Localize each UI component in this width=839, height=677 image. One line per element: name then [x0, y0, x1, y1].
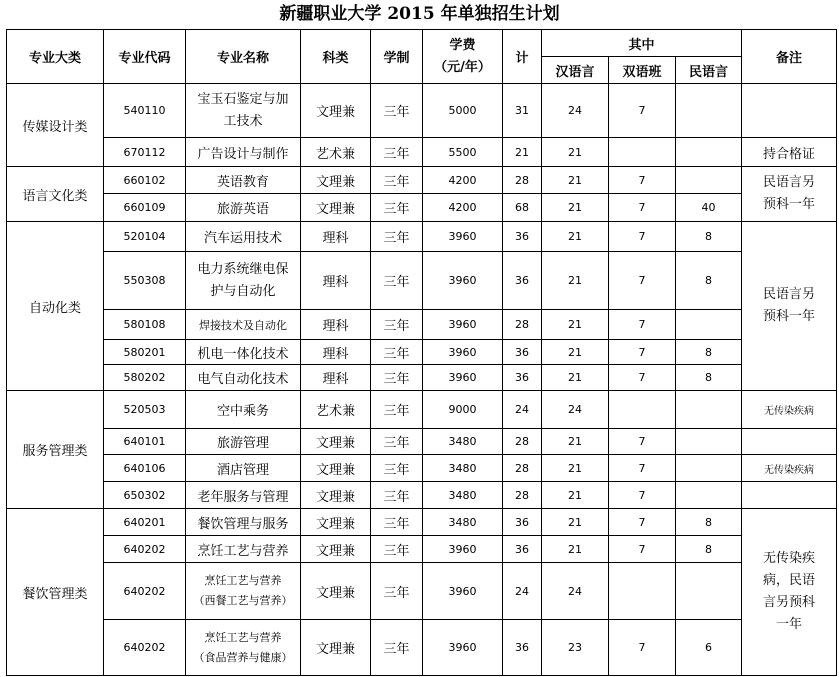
header-fee [423, 30, 503, 84]
name-line: （西餐工艺与营养） [193, 594, 293, 607]
subject-cell: 理科 [301, 252, 371, 310]
bilingual-cell: 7 [609, 194, 676, 222]
code-cell: 550308 [104, 252, 186, 310]
bilingual-cell: 7 [609, 429, 676, 455]
minority-cell: 8 [676, 340, 742, 365]
subject-cell: 文理兼 [301, 482, 371, 509]
remarks-cell: 持合格证 [742, 138, 837, 167]
total-cell: 21 [503, 138, 542, 167]
remarks-cell [742, 482, 837, 509]
minority-cell: 8 [676, 536, 742, 563]
name-cell: 烹饪工艺与营养 [186, 536, 301, 563]
code-cell: 660102 [104, 167, 186, 194]
table-row [7, 138, 837, 167]
fee-cell: 3480 [423, 455, 503, 482]
han-cell: 21 [542, 194, 609, 222]
remarks-line: 预科一年 [763, 197, 816, 212]
duration-cell: 三年 [371, 167, 423, 194]
remarks-cell [742, 429, 837, 455]
bilingual-cell: 7 [609, 365, 676, 391]
name-cell [186, 252, 301, 310]
han-cell: 21 [542, 138, 609, 167]
name-cell: 旅游英语 [186, 194, 301, 222]
remarks-cell [742, 167, 837, 222]
name-cell: 电气自动化技术 [186, 365, 301, 391]
remarks-line: 一年 [776, 617, 803, 632]
table-row [7, 536, 837, 563]
duration-cell: 三年 [371, 365, 423, 391]
bilingual-cell: 7 [609, 455, 676, 482]
minority-cell [676, 167, 742, 194]
minority-cell: 8 [676, 509, 742, 536]
bilingual-cell: 7 [609, 222, 676, 252]
header-minority: 民语言 [676, 57, 742, 84]
code-cell: 640202 [104, 536, 186, 563]
remarks-line: 民语言另 [763, 287, 816, 302]
page-title: 新疆职业大学 2015 年单独招生计划 [279, 4, 560, 24]
table-row [7, 84, 837, 138]
header-subject: 科类 [301, 30, 371, 84]
duration-cell: 三年 [371, 84, 423, 138]
total-cell: 28 [503, 429, 542, 455]
total-cell: 36 [503, 365, 542, 391]
duration-cell: 三年 [371, 482, 423, 509]
category-cell: 服务管理类 [7, 391, 104, 509]
total-cell: 28 [503, 167, 542, 194]
name-cell: 机电一体化技术 [186, 340, 301, 365]
table-row [7, 429, 837, 455]
duration-cell: 三年 [371, 391, 423, 429]
fee-cell: 3960 [423, 620, 503, 676]
subject-cell: 文理兼 [301, 429, 371, 455]
code-cell: 640101 [104, 429, 186, 455]
han-cell: 24 [542, 84, 609, 138]
name-cell: 汽车运用技术 [186, 222, 301, 252]
fee-cell: 3960 [423, 310, 503, 340]
remarks-cell [742, 509, 837, 676]
header-total: 计 [503, 30, 542, 84]
han-cell: 21 [542, 429, 609, 455]
fee-cell: 3960 [423, 536, 503, 563]
name-cell: 旅游管理 [186, 429, 301, 455]
fee-cell: 3960 [423, 340, 503, 365]
bilingual-cell: 7 [609, 252, 676, 310]
header-duration: 学制 [371, 30, 423, 84]
subject-cell: 理科 [301, 222, 371, 252]
han-cell: 21 [542, 252, 609, 310]
table-row [7, 310, 837, 340]
subject-cell: 理科 [301, 365, 371, 391]
han-cell: 21 [542, 340, 609, 365]
total-cell: 36 [503, 252, 542, 310]
duration-cell: 三年 [371, 536, 423, 563]
remarks-line: 言另预科 [763, 595, 816, 610]
remarks-line: 无传染疾 [763, 551, 816, 566]
total-cell: 28 [503, 482, 542, 509]
bilingual-cell: 7 [609, 620, 676, 676]
total-cell: 28 [503, 455, 542, 482]
minority-cell [676, 310, 742, 340]
subject-cell: 文理兼 [301, 194, 371, 222]
minority-cell: 8 [676, 222, 742, 252]
remarks-line: 民语言另 [763, 175, 816, 190]
fee-cell: 3960 [423, 365, 503, 391]
fee-cell: 3480 [423, 509, 503, 536]
name-cell: 广告设计与制作 [186, 138, 301, 167]
name-line: 烹饪工艺与营养 [204, 630, 282, 644]
code-cell: 640201 [104, 509, 186, 536]
subject-cell: 文理兼 [301, 455, 371, 482]
name-cell [186, 563, 301, 620]
minority-cell [676, 391, 742, 429]
code-cell: 640202 [104, 563, 186, 620]
code-cell: 650302 [104, 482, 186, 509]
table-row [7, 563, 837, 620]
bilingual-cell: 7 [609, 340, 676, 365]
name-line: 宝玉石鉴定与加 [197, 91, 289, 107]
remarks-line: 病，民语 [763, 573, 816, 588]
minority-cell: 8 [676, 365, 742, 391]
name-line: （食品营养与健康） [193, 650, 293, 664]
duration-cell: 三年 [371, 340, 423, 365]
minority-cell: 6 [676, 620, 742, 676]
bilingual-cell: 7 [609, 509, 676, 536]
total-cell: 36 [503, 620, 542, 676]
header-remarks: 备注 [742, 30, 837, 84]
remarks-cell: 无传染疾病 [742, 455, 837, 482]
fee-cell: 4200 [423, 194, 503, 222]
name-line: 工技术 [223, 113, 263, 129]
fee-cell: 3480 [423, 429, 503, 455]
bilingual-cell [609, 391, 676, 429]
subject-cell: 文理兼 [301, 167, 371, 194]
bilingual-cell: 7 [609, 536, 676, 563]
total-cell: 24 [503, 391, 542, 429]
duration-cell: 三年 [371, 252, 423, 310]
subject-cell: 文理兼 [301, 620, 371, 676]
duration-cell: 三年 [371, 620, 423, 676]
table-row [7, 194, 837, 222]
total-cell: 36 [503, 222, 542, 252]
name-cell: 酒店管理 [186, 455, 301, 482]
header-bilingual: 双语班 [609, 57, 676, 84]
subject-cell: 文理兼 [301, 563, 371, 620]
remarks-line: 预科一年 [763, 309, 816, 324]
han-cell: 24 [542, 391, 609, 429]
han-cell: 21 [542, 310, 609, 340]
table-row [7, 482, 837, 509]
minority-cell: 40 [676, 194, 742, 222]
han-cell: 21 [542, 365, 609, 391]
duration-cell: 三年 [371, 509, 423, 536]
table-row [7, 340, 837, 365]
remarks-cell: 无传染疾病 [742, 391, 837, 429]
header-fee-line2: （元/年） [434, 59, 491, 75]
name-cell [186, 84, 301, 138]
name-line: 电力系统继电保 [197, 261, 289, 277]
code-cell: 660109 [104, 194, 186, 222]
name-cell: 餐饮管理与服务 [186, 509, 301, 536]
duration-cell: 三年 [371, 194, 423, 222]
fee-cell: 3960 [423, 252, 503, 310]
name-cell: 英语教育 [186, 167, 301, 194]
code-cell: 580201 [104, 340, 186, 365]
remarks-cell [742, 84, 837, 138]
name-cell: 空中乘务 [186, 391, 301, 429]
table-row [7, 620, 837, 676]
minority-cell [676, 563, 742, 620]
minority-cell [676, 429, 742, 455]
fee-cell: 9000 [423, 391, 503, 429]
subject-cell: 艺术兼 [301, 138, 371, 167]
fee-cell: 3960 [423, 222, 503, 252]
code-cell: 540110 [104, 84, 186, 138]
subject-cell: 艺术兼 [301, 391, 371, 429]
enrollment-table [6, 29, 837, 676]
duration-cell: 三年 [371, 455, 423, 482]
subject-cell: 文理兼 [301, 84, 371, 138]
minority-cell [676, 138, 742, 167]
bilingual-cell: 7 [609, 84, 676, 138]
bilingual-cell: 7 [609, 482, 676, 509]
total-cell: 24 [503, 563, 542, 620]
han-cell: 21 [542, 455, 609, 482]
subject-cell: 理科 [301, 310, 371, 340]
code-cell: 520503 [104, 391, 186, 429]
header-of-which: 其中 [542, 30, 742, 57]
han-cell: 21 [542, 222, 609, 252]
bilingual-cell: 7 [609, 167, 676, 194]
subject-cell: 文理兼 [301, 509, 371, 536]
bilingual-cell [609, 563, 676, 620]
bilingual-cell [609, 138, 676, 167]
han-cell: 21 [542, 536, 609, 563]
subject-cell: 理科 [301, 340, 371, 365]
code-cell: 670112 [104, 138, 186, 167]
header-name: 专业名称 [186, 30, 301, 84]
total-cell: 36 [503, 340, 542, 365]
name-cell [186, 620, 301, 676]
category-cell: 语言文化类 [7, 167, 104, 222]
name-cell: 焊接技术及自动化 [186, 310, 301, 340]
code-cell: 580202 [104, 365, 186, 391]
fee-cell: 3960 [423, 563, 503, 620]
table-row [7, 455, 837, 482]
minority-cell [676, 84, 742, 138]
category-cell: 自动化类 [7, 222, 104, 391]
han-cell: 21 [542, 482, 609, 509]
total-cell: 36 [503, 509, 542, 536]
fee-cell: 5500 [423, 138, 503, 167]
minority-cell [676, 482, 742, 509]
fee-cell: 3480 [423, 482, 503, 509]
category-cell: 餐饮管理类 [7, 509, 104, 676]
subject-cell: 文理兼 [301, 536, 371, 563]
header-code: 专业代码 [104, 30, 186, 84]
bilingual-cell: 7 [609, 310, 676, 340]
table-row [7, 509, 837, 536]
name-cell: 老年服务与管理 [186, 482, 301, 509]
duration-cell: 三年 [371, 563, 423, 620]
total-cell: 28 [503, 310, 542, 340]
name-line: 烹饪工艺与营养 [204, 574, 282, 587]
han-cell: 21 [542, 509, 609, 536]
total-cell: 31 [503, 84, 542, 138]
minority-cell: 8 [676, 252, 742, 310]
duration-cell: 三年 [371, 429, 423, 455]
code-cell: 520104 [104, 222, 186, 252]
name-line: 护与自动化 [210, 283, 276, 299]
fee-cell: 4200 [423, 167, 503, 194]
duration-cell: 三年 [371, 310, 423, 340]
duration-cell: 三年 [371, 138, 423, 167]
header-han: 汉语言 [542, 57, 609, 84]
category-cell: 传媒设计类 [7, 84, 104, 167]
code-cell: 640106 [104, 455, 186, 482]
table-row [7, 252, 837, 310]
duration-cell: 三年 [371, 222, 423, 252]
header-category: 专业大类 [7, 30, 104, 84]
code-cell: 580108 [104, 310, 186, 340]
header-fee-line1: 学费 [449, 37, 476, 53]
han-cell: 23 [542, 620, 609, 676]
table-row [7, 365, 837, 391]
total-cell: 68 [503, 194, 542, 222]
minority-cell [676, 455, 742, 482]
table-row [7, 222, 837, 252]
code-cell: 640202 [104, 620, 186, 676]
remarks-cell [742, 222, 837, 391]
fee-cell: 5000 [423, 84, 503, 138]
total-cell: 36 [503, 536, 542, 563]
han-cell: 24 [542, 563, 609, 620]
table-row [7, 167, 837, 194]
han-cell: 21 [542, 167, 609, 194]
table-row [7, 391, 837, 429]
